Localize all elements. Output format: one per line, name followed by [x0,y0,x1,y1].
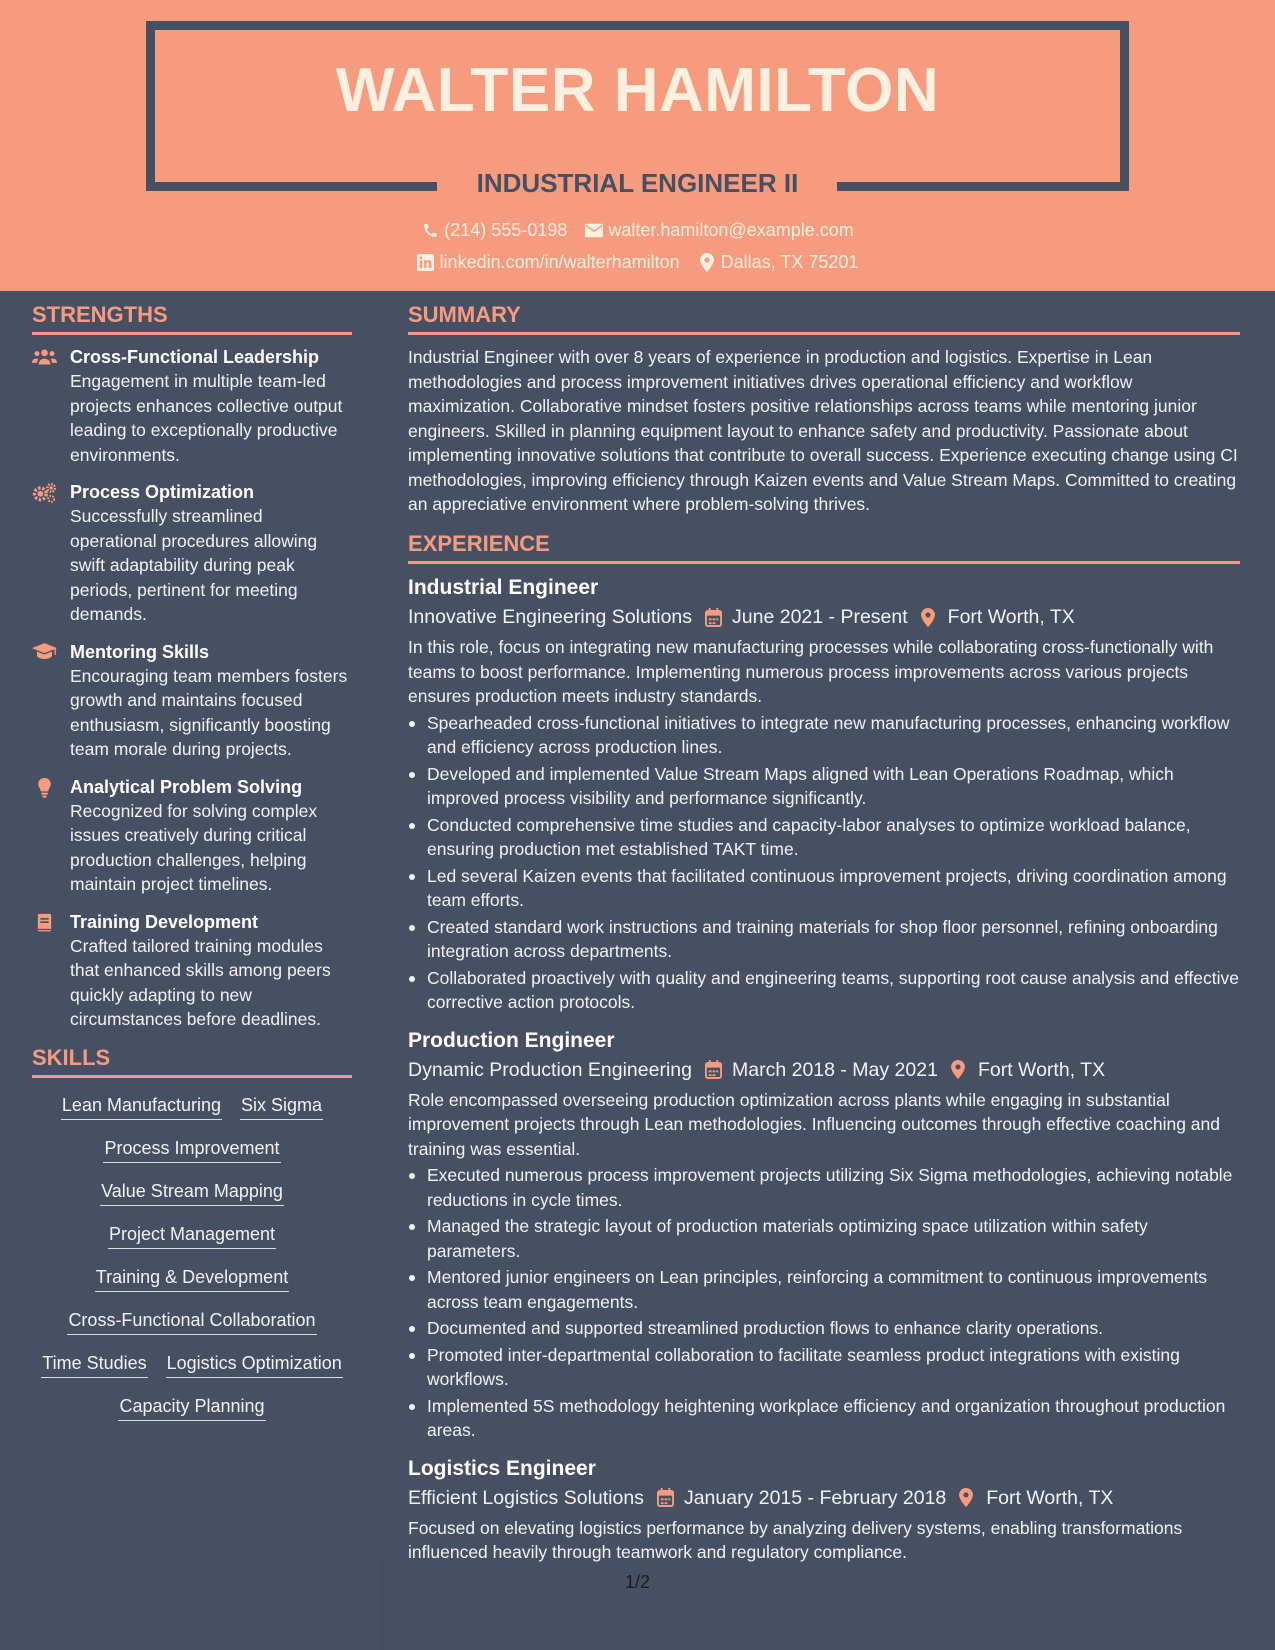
calendar-icon [705,607,723,627]
list-item: Promoted inter-departmental collaboration to facilitate seamless product integrations with existing workflows. [408,1343,1240,1392]
list-item: Spearheaded cross-functional initiatives to integrate new manufacturing processes, enhancing workflow and efficiency across production lines. [408,711,1240,760]
list-item: Collaborated proactively with quality and engineering teams, supporting root cause analysis and effective corrective action protocols. [408,966,1240,1015]
job-role: Industrial Engineer [408,576,599,600]
strength-item [32,345,352,467]
strength-item [32,775,352,897]
strength-item [32,640,352,762]
job-dates: March 2018 - May 2021 [732,1058,938,1081]
skill-tag: Six Sigma [240,1094,323,1120]
job-bullets [408,1163,1240,1443]
contact-linkedin[interactable] [417,252,680,273]
strength-title: Training Development [70,911,259,932]
summary-text: Industrial Engineer with over 8 years of experience in production and logistics. Expertise in Lean methodologies and process improvement initiatives drives operational efficiency and workflow maximization. Collaborative mindset fosters positive relationships across teams while mentoring junior engineers. Skilled in planning equipment layout to enhance safety and productivity. Passionate about implementing innovative solutions that contribute to overall success. Experience executing change using CI methodologies, improving efficiency through Kaizen events and Value Stream Maps. Committed to creating an appreciative environment where problem-solving thrives. [408,347,1238,515]
summary-heading: SUMMARY [408,302,1240,335]
strength-title: Process Optimization [70,482,255,503]
strength-title: Cross-Functional Leadership [70,347,320,368]
job-company: Dynamic Production Engineering [408,1058,692,1081]
job-dates: January 2015 - February 2018 [683,1486,947,1509]
job-title: INDUSTRIAL ENGINEER II [476,168,799,198]
job-role: Logistics Engineer [408,1456,596,1480]
contact-email[interactable] [585,220,853,241]
calendar-icon [657,1488,675,1508]
contact-location [698,252,859,273]
envelope-icon [585,222,603,240]
list-item: Developed and implemented Value Stream Maps aligned with Lean Operations Roadmap, which improved process visibility and performance significantly. [408,762,1240,811]
strengths-heading: STRENGTHS [32,302,352,335]
list-item: Documented and supported streamlined production flows to enhance clarity operations. [408,1316,1240,1341]
phone-icon [421,222,439,240]
job-location: Fort Worth, TX [947,606,1075,629]
skill-tag: Project Management [108,1223,276,1249]
job-description: Role encompassed overseeing production optimization across plants while engaging in substantial improvement projects through Lean methodologies. Influencing outcomes through effective coaching and training was essential. [408,1089,1220,1159]
contact-row-1 [0,220,1275,241]
left-column [32,302,352,1421]
job-entry [408,1455,1240,1565]
linkedin-icon [417,254,435,272]
list-item: Managed the strategic layout of production materials optimizing space utilization within safety parameters. [408,1214,1240,1263]
job-meta [408,1055,1240,1085]
strength-desc: Encouraging team members fosters growth and maintains focused enthusiasm, significantly boosting team morale during projects. [70,665,348,760]
skill-tag: Cross-Functional Collaboration [67,1309,316,1335]
job-role: Production Engineer [408,1028,615,1052]
job-company: Innovative Engineering Solutions [408,606,693,629]
strength-desc: Crafted tailored training modules that enhanced skills among peers quickly adapting to new circumstances before deadlines. [70,935,331,1030]
resume-header [0,0,1275,291]
linkedin-text: linkedin.com/in/walterhamilton [439,252,680,272]
map-pin-icon [959,1488,977,1508]
phone-text: (214) 555-0198 [444,220,568,240]
contact-row-2 [0,252,1275,273]
right-column [408,302,1240,1577]
list-item: Led several Kaizen events that facilitated continuous improvement projects, driving coordination among team efforts. [408,864,1240,913]
strength-title: Mentoring Skills [70,641,210,662]
graduation-cap-icon [32,640,57,762]
candidate-name: WALTER HAMILTON [335,56,940,125]
list-item: Implemented 5S methodology heightening workplace efficiency and organization throughout production areas. [408,1394,1240,1443]
list-item: Conducted comprehensive time studies and capacity-labor analyses to optimize workload balance, ensuring production met established TAKT time. [408,813,1240,862]
strength-item [32,480,352,627]
skill-tag: Value Stream Mapping [100,1180,284,1206]
job-meta [408,1483,1240,1513]
location-text: Dallas, TX 75201 [720,252,859,272]
calendar-icon [705,1060,723,1080]
email-text: walter.hamilton@example.com [608,220,854,240]
job-description: In this role, focus on integrating new manufacturing processes while collaborating cross-functionally with teams to boost performance. Implementing numerous process improvements across various projects ensures production meets industry standards. [408,637,1214,707]
job-location: Fort Worth, TX [977,1058,1106,1081]
contact-phone[interactable] [421,220,567,241]
skill-tag: Capacity Planning [118,1395,265,1421]
lightbulb-icon [32,775,57,897]
skill-tag: Time Studies [41,1352,147,1378]
job-entry [408,574,1240,1015]
job-location: Fort Worth, TX [986,1486,1114,1509]
map-pin-icon [921,607,939,627]
experience-heading: EXPERIENCE [408,531,1240,564]
skills-heading: SKILLS [32,1045,352,1078]
job-description: Focused on elevating logistics performance by analyzing delivery systems, enabling transformations influenced heavily through teamwork and regulatory compliance. [408,1517,1183,1563]
strength-item [32,910,352,1032]
list-item: Executed numerous process improvement projects utilizing Six Sigma methodologies, achieving notable reductions in cycle times. [408,1163,1240,1212]
page-number: 1/2 [624,1572,651,1592]
skill-tag: Training & Development [95,1266,289,1292]
skill-tag: Process Improvement [103,1137,280,1163]
map-pin-icon [698,254,716,272]
book-icon [32,910,57,1032]
job-meta [408,602,1240,632]
strength-desc: Recognized for solving complex issues creatively during critical production challenges, helping maintain project timelines. [70,800,318,895]
job-company: Efficient Logistics Solutions [408,1486,644,1509]
strength-desc: Successfully streamlined operational procedures allowing swift adaptability during peak periods, pertinent for meeting demands. [70,506,318,625]
list-item: Created standard work instructions and training materials for shop floor personnel, refining onboarding integration across departments. [408,915,1240,964]
skill-tag: Lean Manufacturing [61,1094,222,1120]
users-icon [32,345,57,467]
job-entry [408,1027,1240,1443]
job-bullets [408,711,1240,1015]
map-pin-icon [951,1060,969,1080]
job-dates: June 2021 - Present [732,606,908,629]
gears-icon [32,480,57,627]
skill-tag: Logistics Optimization [166,1352,343,1378]
strength-desc: Engagement in multiple team-led projects enhances collective output leading to exceptionally productive environments. [70,371,343,465]
list-item: Mentored junior engineers on Lean principles, reinforcing a commitment to continuous improvements across team engagements. [408,1265,1240,1314]
strength-title: Analytical Problem Solving [70,776,303,797]
skills-list [32,1088,352,1421]
